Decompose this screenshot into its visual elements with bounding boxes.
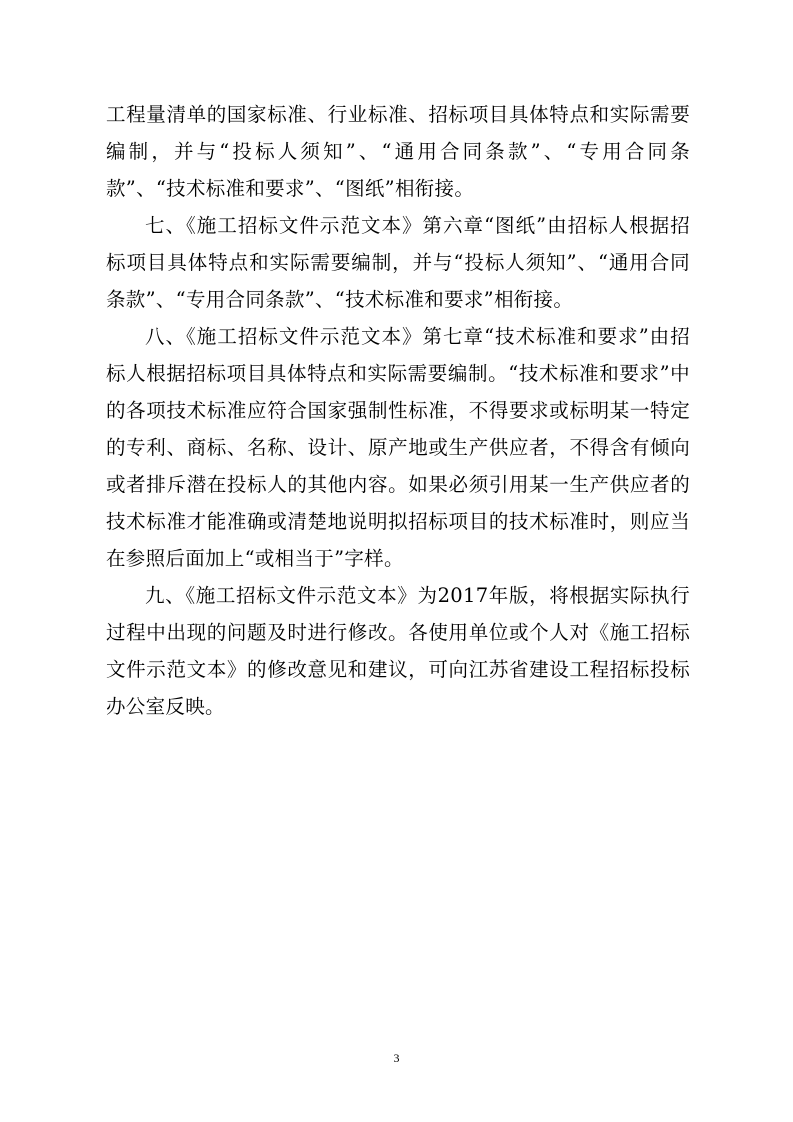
paragraph-item-9: 九、《施工招标文件示范文本》为2017年版，将根据实际执行过程中出现的问题及时进行修改。各使用单位或个人对《施工招标文件示范文本》的修改意见和建议，可向江苏省建设工程招标投标办公室反映。 bbox=[106, 584, 690, 718]
paragraph-continuation: 工程量清单的国家标准、行业标准、招标项目具体特点和实际需要编制，并与“投标人须知”、“通用合同条款”、“专用合同条款”、“技术标准和要求”、“图纸”相衔接。 bbox=[106, 103, 690, 200]
page-number: 3 bbox=[393, 1051, 400, 1065]
paragraph-item-8: 八、《施工招标文件示范文本》第七章“技术标准和要求”由招标人根据招标项目具体特点和实际需要编制。“技术标准和要求”中的各项技术标准应符合国家强制性标准，不得要求或标明某一特定的专利、商标、名称、设计、原产地或生产供应者，不得含有倾向或者排斥潜在投标人的其他内容。如果必须引用某一生产供应者的技术标准才能准确或清楚地说明拟招标项目的技术标准时，则应当在参照后面加上“或相当于”字样。 bbox=[106, 325, 690, 570]
document-body bbox=[106, 96, 690, 725]
paragraph-item-7: 七、《施工招标文件示范文本》第六章“图纸”由招标人根据招标项目具体特点和实际需要编制，并与“投标人须知”、“通用合同条款”、“专用合同条款”、“技术标准和要求”相衔接。 bbox=[106, 214, 690, 311]
